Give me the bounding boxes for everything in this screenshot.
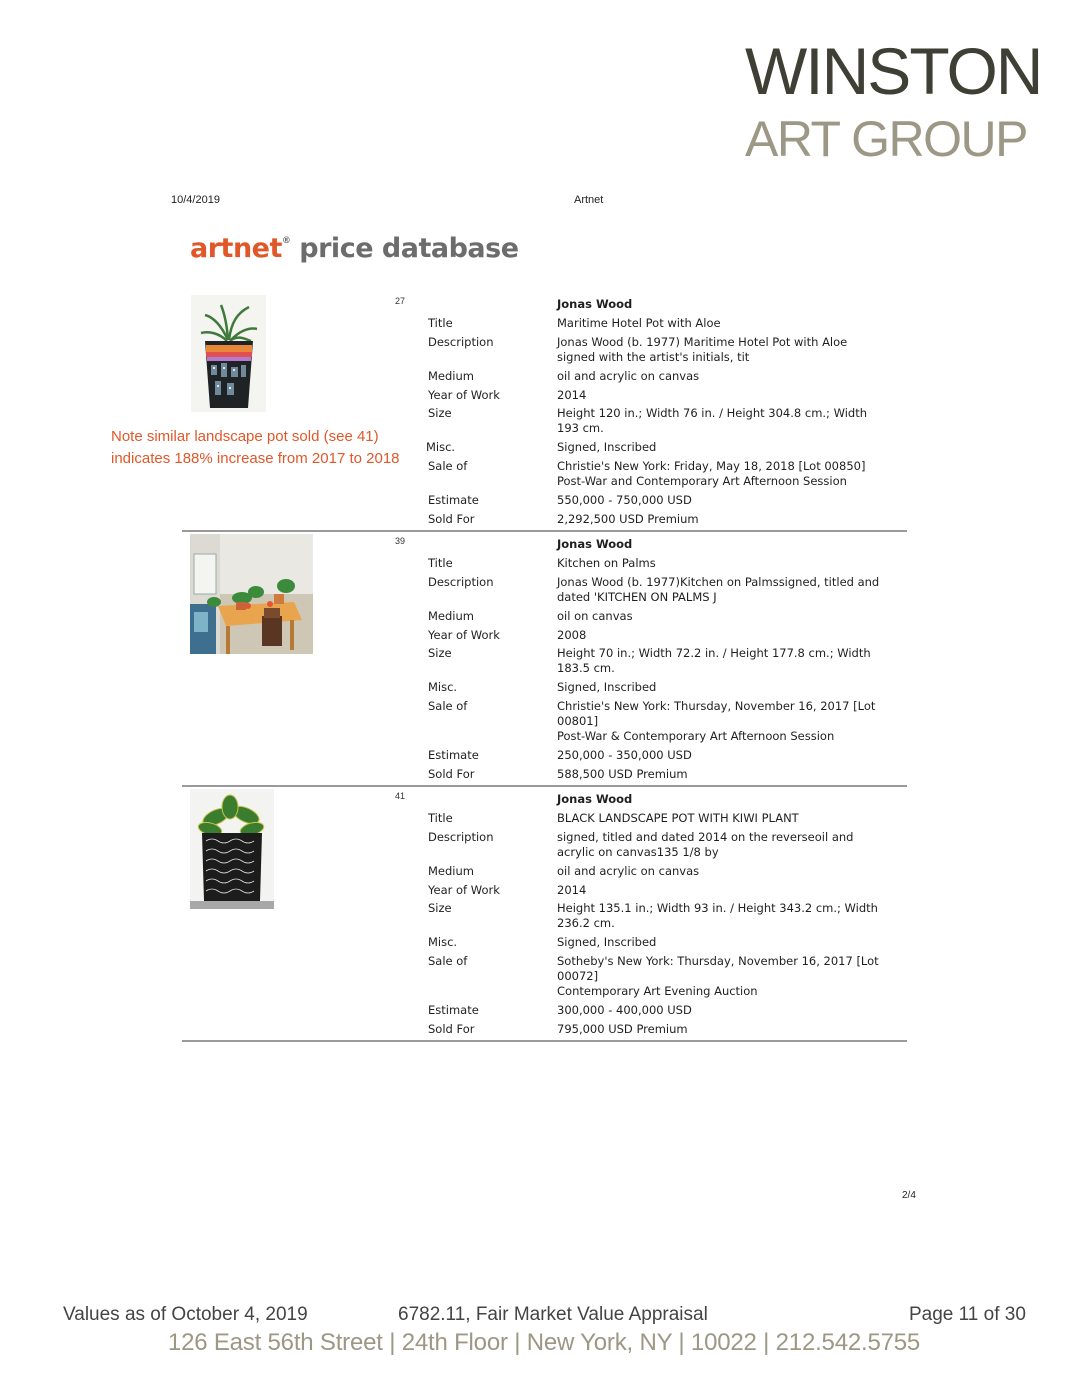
label-sale: Sale of xyxy=(428,954,468,968)
size-line-2: 236.2 cm. xyxy=(557,916,615,930)
artwork-description xyxy=(557,575,907,605)
artwork-size xyxy=(557,646,907,676)
artwork-size xyxy=(557,901,907,931)
label-medium: Medium xyxy=(428,369,474,383)
black-pot-kiwi-plant-illustration xyxy=(190,789,274,909)
label-sale: Sale of xyxy=(428,699,468,713)
description-line-1: signed, titled and dated 2014 on the reverseoil and xyxy=(557,830,854,844)
sale-line-1: Christie's New York: Friday, May 18, 2018 [Lot 00850] xyxy=(557,459,866,473)
artwork-year: 2014 xyxy=(557,883,587,897)
label-sale: Sale of xyxy=(428,459,468,473)
artwork-medium: oil and acrylic on canvas xyxy=(557,369,700,383)
logo-winston: WINSTON xyxy=(745,34,1042,108)
label-year: Year of Work xyxy=(428,883,500,897)
sale-line-2: Post-War and Contemporary Art Afternoon Session xyxy=(557,474,847,488)
sale-line-1: Christie's New York: Thursday, November 16, 2017 [Lot xyxy=(557,699,876,713)
artwork-thumbnail-kitchen-on-palms xyxy=(190,534,313,654)
label-title: Title xyxy=(428,316,453,330)
artwork-description xyxy=(557,335,907,365)
label-estimate: Estimate xyxy=(428,748,479,762)
artwork-description xyxy=(557,830,907,860)
size-line-2: 193 cm. xyxy=(557,421,604,435)
size-line-1: Height 120 in.; Width 76 in. / Height 304.8 cm.; Width xyxy=(557,406,867,420)
lot-divider xyxy=(182,1040,907,1042)
label-size: Size xyxy=(428,646,452,660)
artwork-sale xyxy=(557,459,907,489)
label-size: Size xyxy=(428,406,452,420)
label-estimate: Estimate xyxy=(428,1003,479,1017)
artwork-medium: oil on canvas xyxy=(557,609,633,623)
logo-art-group: ART GROUP xyxy=(745,111,1027,167)
label-size: Size xyxy=(428,901,452,915)
size-line-1: Height 70 in.; Width 72.2 in. / Height 177.8 cm.; Width xyxy=(557,646,871,660)
artwork-estimate: 550,000 - 750,000 USD xyxy=(557,493,692,507)
label-medium: Medium xyxy=(428,864,474,878)
label-description: Description xyxy=(428,830,494,844)
artist-name: Jonas Wood xyxy=(557,297,633,311)
label-sold-for: Sold For xyxy=(428,767,475,781)
sale-line-3: Post-War & Contemporary Art Afternoon Session xyxy=(557,729,835,743)
artwork-year: 2014 xyxy=(557,388,587,402)
lot-divider xyxy=(182,530,907,532)
sale-line-2: 00801] xyxy=(557,714,599,728)
footer-appraisal-id: 6782.11, Fair Market Value Appraisal xyxy=(398,1304,708,1325)
artwork-sold-for: 2,292,500 USD Premium xyxy=(557,512,699,526)
sale-line-2: 00072] xyxy=(557,969,599,983)
artwork-thumbnail-black-landscape-pot xyxy=(190,789,274,909)
label-misc: Misc. xyxy=(428,935,458,949)
print-site: Artnet xyxy=(574,194,604,206)
lot-divider xyxy=(182,785,907,787)
artwork-sold-for: 795,000 USD Premium xyxy=(557,1022,688,1036)
artwork-sold-for: 588,500 USD Premium xyxy=(557,767,688,781)
artwork-title: Maritime Hotel Pot with Aloe xyxy=(557,316,721,330)
artnet-price-database-logo xyxy=(190,235,519,262)
note-line-2: indicates 188% increase from 2017 to 2018 xyxy=(111,450,400,467)
artwork-thumbnail-maritime-hotel-pot xyxy=(191,295,266,412)
artwork-estimate: 300,000 - 400,000 USD xyxy=(557,1003,692,1017)
footer-page-number: Page 11 of 30 xyxy=(909,1304,1026,1325)
artist-name: Jonas Wood xyxy=(557,537,633,551)
description-line-1: Jonas Wood (b. 1977)Kitchen on Palmssigned, titled and xyxy=(557,575,880,589)
description-line-2: signed with the artist's initials, tit xyxy=(557,350,750,364)
footer-address: 126 East 56th Street | 24th Floor | New York, NY | 10022 | 212.542.5755 xyxy=(167,1329,921,1356)
artwork-title: BLACK LANDSCAPE POT WITH KIWI PLANT xyxy=(557,811,799,825)
appraiser-note xyxy=(111,426,400,470)
artwork-size xyxy=(557,406,907,436)
kitchen-interior-illustration xyxy=(190,534,313,654)
label-misc: Misc. xyxy=(426,440,456,454)
label-year: Year of Work xyxy=(428,388,500,402)
artwork-misc: Signed, Inscribed xyxy=(557,680,657,694)
artwork-year: 2008 xyxy=(557,628,587,642)
description-line-2: acrylic on canvas135 1/8 by xyxy=(557,845,719,859)
label-sold-for: Sold For xyxy=(428,1022,475,1036)
artwork-misc: Signed, Inscribed xyxy=(557,440,657,454)
label-estimate: Estimate xyxy=(428,493,479,507)
lot-number: 39 xyxy=(395,536,406,546)
label-title: Title xyxy=(428,811,453,825)
size-line-1: Height 135.1 in.; Width 93 in. / Height 343.2 cm.; Width xyxy=(557,901,878,915)
artwork-sale xyxy=(557,954,907,999)
brand-price-database: price database xyxy=(290,233,519,264)
artwork-misc: Signed, Inscribed xyxy=(557,935,657,949)
label-description: Description xyxy=(428,335,494,349)
lot-number: 41 xyxy=(395,791,406,801)
artwork-sale xyxy=(557,699,907,744)
footer-values-date: Values as of October 4, 2019 xyxy=(63,1304,308,1325)
artwork-medium: oil and acrylic on canvas xyxy=(557,864,700,878)
note-line-1: Note similar landscape pot sold (see 41) xyxy=(111,428,379,445)
size-line-2: 183.5 cm. xyxy=(557,661,615,675)
brand-registered-mark: ® xyxy=(281,236,291,246)
print-page-number: 2/4 xyxy=(902,1190,916,1201)
label-title: Title xyxy=(428,556,453,570)
artwork-estimate: 250,000 - 350,000 USD xyxy=(557,748,692,762)
brand-artnet: artnet xyxy=(190,233,282,264)
sale-line-3: Contemporary Art Evening Auction xyxy=(557,984,758,998)
label-misc: Misc. xyxy=(428,680,458,694)
label-medium: Medium xyxy=(428,609,474,623)
description-line-2: dated 'KITCHEN ON PALMS J xyxy=(557,590,717,604)
label-sold-for: Sold For xyxy=(428,512,475,526)
description-line-1: Jonas Wood (b. 1977) Maritime Hotel Pot with Aloe xyxy=(557,335,848,349)
print-date: 10/4/2019 xyxy=(171,194,220,206)
pot-with-aloe-illustration xyxy=(191,295,266,412)
label-description: Description xyxy=(428,575,494,589)
artist-name: Jonas Wood xyxy=(557,792,633,806)
artwork-title: Kitchen on Palms xyxy=(557,556,656,570)
lot-number: 27 xyxy=(395,296,406,306)
label-year: Year of Work xyxy=(428,628,500,642)
sale-line-1: Sotheby's New York: Thursday, November 16, 2017 [Lot xyxy=(557,954,879,968)
